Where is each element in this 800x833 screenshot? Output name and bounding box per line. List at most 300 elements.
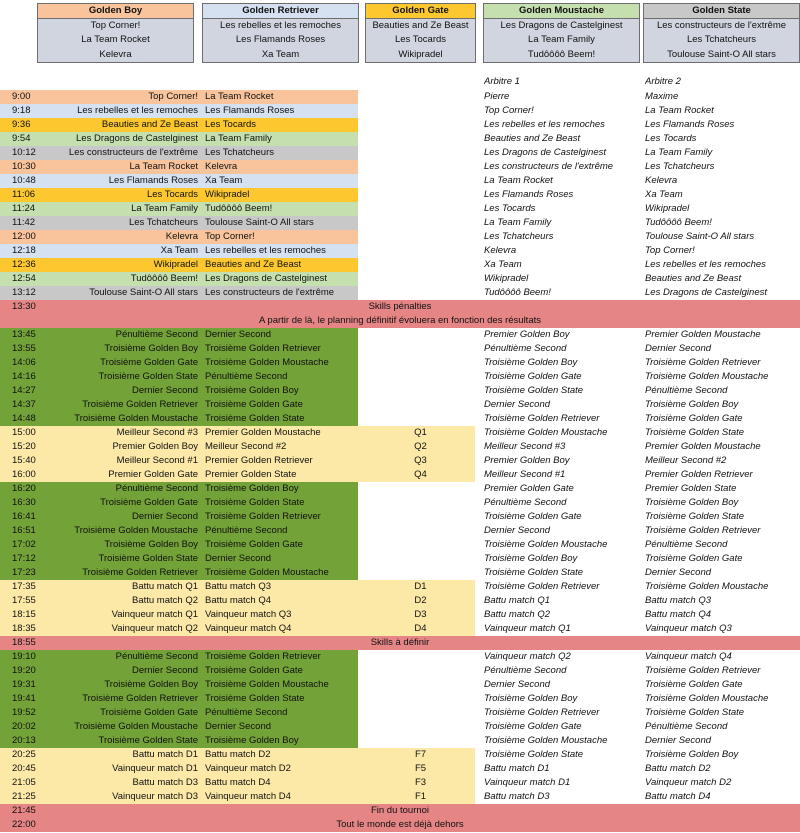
team-a: Troisième Golden Retriever bbox=[82, 693, 198, 704]
referee-2: Troisième Golden Moustache bbox=[645, 371, 769, 382]
pool-title: Golden Gate bbox=[366, 4, 475, 19]
match-time: 15:40 bbox=[12, 455, 36, 466]
match-time: 11:06 bbox=[12, 189, 36, 200]
team-a: Dernier Second bbox=[131, 665, 198, 676]
match-code bbox=[358, 412, 475, 426]
match-row bbox=[0, 426, 800, 440]
team-b: Kelevra bbox=[205, 161, 238, 172]
team-b: Vainqueur match Q4 bbox=[205, 623, 292, 634]
referee-1: Premier Golden Boy bbox=[484, 455, 570, 466]
referee-1: Troisième Golden Boy bbox=[484, 553, 578, 564]
referee-2: La Team Family bbox=[645, 147, 713, 158]
team-a: Troisième Golden State bbox=[98, 371, 198, 382]
referee-1: Top Corner! bbox=[484, 105, 534, 116]
referee-1: Vainqueur match Q1 bbox=[484, 623, 571, 634]
match-time: 12:00 bbox=[12, 231, 36, 242]
match-time: 9:00 bbox=[12, 91, 31, 102]
referee-2: Les Dragons de Castelginest bbox=[645, 287, 767, 298]
team-b: Dernier Second bbox=[205, 721, 272, 732]
match-code bbox=[358, 678, 475, 692]
match-code bbox=[358, 706, 475, 720]
team-a: Battu match D1 bbox=[132, 749, 198, 760]
match-code bbox=[358, 244, 475, 258]
banner-text: Fin du tournoi bbox=[370, 805, 430, 816]
match-code bbox=[358, 524, 475, 538]
team-a: Pénultième Second bbox=[115, 483, 198, 494]
match-code bbox=[358, 552, 475, 566]
pool-team: Beauties and Ze Beast bbox=[366, 19, 475, 33]
referee-1-header: Arbitre 1 bbox=[484, 76, 520, 87]
referee-2-header: Arbitre 2 bbox=[645, 76, 681, 87]
pool-golden-retriever bbox=[202, 3, 359, 63]
team-b: Troisième Golden Boy bbox=[205, 483, 299, 494]
match-code: Q1 bbox=[414, 427, 427, 438]
match-time: 20:13 bbox=[12, 735, 36, 746]
match-code bbox=[358, 370, 475, 384]
team-b: Troisième Golden Retriever bbox=[205, 511, 321, 522]
match-code bbox=[358, 496, 475, 510]
match-time: 20:02 bbox=[12, 721, 36, 732]
referee-1: La Team Family bbox=[484, 217, 552, 228]
referee-1: Wikipradel bbox=[484, 273, 529, 284]
match-row bbox=[0, 734, 800, 748]
match-time: 19:31 bbox=[12, 679, 36, 690]
schedule-banner bbox=[0, 636, 800, 650]
pool-golden-state bbox=[643, 3, 800, 63]
team-b: Premier Golden State bbox=[205, 469, 297, 480]
team-a: Les Dragons de Castelginest bbox=[76, 133, 198, 144]
referee-2: Vainqueur match D2 bbox=[645, 777, 732, 788]
team-b: Les Tchatcheurs bbox=[205, 147, 275, 158]
referee-1: Dernier Second bbox=[484, 679, 551, 690]
match-row bbox=[0, 524, 800, 538]
referee-1: Troisième Golden State bbox=[484, 749, 584, 760]
team-b: Battu match Q4 bbox=[205, 595, 272, 606]
match-time: 16:00 bbox=[12, 469, 36, 480]
schedule-banner bbox=[0, 818, 800, 832]
match-row bbox=[0, 748, 800, 762]
match-time: 19:20 bbox=[12, 665, 36, 676]
banner-time: 13:30 bbox=[12, 301, 36, 312]
match-time: 13:55 bbox=[12, 343, 36, 354]
match-time: 16:51 bbox=[12, 525, 36, 536]
match-row bbox=[0, 132, 800, 146]
match-row bbox=[0, 552, 800, 566]
referee-1: Premier Golden Gate bbox=[484, 483, 574, 494]
referee-1: Kelevra bbox=[484, 245, 517, 256]
match-code bbox=[358, 356, 475, 370]
referee-1: La Team Rocket bbox=[484, 175, 553, 186]
team-a: La Team Family bbox=[131, 203, 198, 214]
match-row bbox=[0, 286, 800, 300]
pool-golden-boy bbox=[37, 3, 194, 63]
team-a: Pénultième Second bbox=[115, 329, 198, 340]
referee-2: Battu match D2 bbox=[645, 763, 711, 774]
match-time: 9:18 bbox=[12, 105, 31, 116]
team-a: Troisième Golden Gate bbox=[100, 707, 198, 718]
team-b: Pénultième Second bbox=[205, 371, 288, 382]
pool-title: Golden State bbox=[644, 4, 799, 19]
match-time: 15:00 bbox=[12, 427, 36, 438]
team-b: Premier Golden Retriever bbox=[205, 455, 313, 466]
match-row bbox=[0, 440, 800, 454]
pool-team: Wikipradel bbox=[366, 48, 475, 62]
team-a: Troisième Golden Moustache bbox=[74, 721, 198, 732]
match-row bbox=[0, 174, 800, 188]
match-code bbox=[358, 720, 475, 734]
banner-text: Tout le monde est déjà dehors bbox=[336, 819, 464, 830]
referee-1: Premier Golden Boy bbox=[484, 329, 570, 340]
match-row bbox=[0, 118, 800, 132]
referee-2: Troisième Golden State bbox=[645, 707, 745, 718]
banner-time: 21:45 bbox=[12, 805, 36, 816]
referee-1: Troisième Golden Gate bbox=[484, 371, 582, 382]
pool-golden-moustache bbox=[483, 3, 640, 63]
team-b: Dernier Second bbox=[205, 329, 272, 340]
match-code bbox=[358, 342, 475, 356]
match-row bbox=[0, 790, 800, 804]
referee-2: Troisième Golden Moustache bbox=[645, 693, 769, 704]
team-b: Tudôôôô Beem! bbox=[205, 203, 273, 214]
team-b: Troisième Golden Gate bbox=[205, 539, 303, 550]
banner-text: Skills à définir bbox=[370, 637, 430, 648]
pool-team: Les Tchatcheurs bbox=[644, 33, 799, 47]
team-a: Vainqueur match Q2 bbox=[111, 623, 198, 634]
match-code bbox=[358, 734, 475, 748]
match-time: 10:48 bbox=[12, 175, 36, 186]
match-row bbox=[0, 776, 800, 790]
team-a: Dernier Second bbox=[131, 385, 198, 396]
match-time: 17:35 bbox=[12, 581, 36, 592]
referee-1: Troisième Golden Moustache bbox=[484, 427, 608, 438]
referee-2: Vainqueur match Q3 bbox=[645, 623, 732, 634]
referee-1: Battu match Q2 bbox=[484, 609, 551, 620]
team-b: Troisième Golden Boy bbox=[205, 385, 299, 396]
team-a: Xa Team bbox=[160, 245, 198, 256]
referee-2: Troisième Golden Boy bbox=[645, 497, 739, 508]
match-row bbox=[0, 398, 800, 412]
match-code: F5 bbox=[414, 763, 427, 774]
team-b: Troisième Golden State bbox=[205, 413, 305, 424]
match-time: 16:20 bbox=[12, 483, 36, 494]
team-a: Troisième Golden Moustache bbox=[74, 525, 198, 536]
match-row bbox=[0, 384, 800, 398]
referee-2: Pénultième Second bbox=[645, 721, 728, 732]
match-time: 14:27 bbox=[12, 385, 36, 396]
team-b: La Team Family bbox=[205, 133, 272, 144]
match-code bbox=[358, 230, 475, 244]
team-a: Battu match Q1 bbox=[131, 581, 198, 592]
match-row bbox=[0, 510, 800, 524]
match-code bbox=[358, 566, 475, 580]
referee-2: Troisième Golden Gate bbox=[645, 413, 743, 424]
referee-2: Wikipradel bbox=[645, 203, 690, 214]
match-time: 16:41 bbox=[12, 511, 36, 522]
match-time: 21:25 bbox=[12, 791, 36, 802]
pool-team: Top Corner! bbox=[38, 19, 193, 33]
team-b: Les constructeurs de l'extrême bbox=[205, 287, 335, 298]
referee-2: Dernier Second bbox=[645, 735, 712, 746]
referee-header-row bbox=[0, 76, 800, 90]
team-a: Vainqueur match Q1 bbox=[111, 609, 198, 620]
team-b: Troisième Golden Retriever bbox=[205, 651, 321, 662]
referee-2: Tudôôôô Beem! bbox=[645, 217, 712, 228]
team-a: Premier Golden Boy bbox=[112, 441, 198, 452]
referee-1: Les rebelles et les remoches bbox=[484, 119, 605, 130]
match-code bbox=[358, 118, 475, 132]
referee-1: Battu match D1 bbox=[484, 763, 550, 774]
referee-1: Les Dragons de Castelginest bbox=[484, 147, 606, 158]
team-b: Top Corner! bbox=[205, 231, 255, 242]
referee-1: Battu match Q1 bbox=[484, 595, 551, 606]
team-b: Les Dragons de Castelginest bbox=[205, 273, 327, 284]
team-b: Dernier Second bbox=[205, 553, 272, 564]
team-a: La Team Rocket bbox=[129, 161, 198, 172]
match-time: 14:16 bbox=[12, 371, 36, 382]
team-b: Pénultième Second bbox=[205, 707, 288, 718]
match-time: 10:12 bbox=[12, 147, 36, 158]
team-b: Troisième Golden State bbox=[205, 497, 305, 508]
referee-1: Troisième Golden Boy bbox=[484, 693, 578, 704]
team-b: Troisième Golden Gate bbox=[205, 399, 303, 410]
referee-2: Troisième Golden Retriever bbox=[645, 525, 761, 536]
referee-1: Troisième Golden Moustache bbox=[484, 539, 608, 550]
team-b: Troisième Golden Retriever bbox=[205, 343, 321, 354]
match-code bbox=[358, 146, 475, 160]
match-row bbox=[0, 202, 800, 216]
match-time: 17:02 bbox=[12, 539, 36, 550]
match-time: 13:12 bbox=[12, 287, 36, 298]
referee-2: Toulouse Saint-O All stars bbox=[645, 231, 755, 242]
team-a: Pénultième Second bbox=[115, 651, 198, 662]
referee-1: Dernier Second bbox=[484, 399, 551, 410]
pool-team: Kelevra bbox=[38, 48, 193, 62]
match-code bbox=[358, 90, 475, 104]
match-row bbox=[0, 720, 800, 734]
pool-team: Tudôôôô Beem! bbox=[484, 48, 639, 62]
team-a: Meilleur Second #1 bbox=[116, 455, 198, 466]
match-row bbox=[0, 272, 800, 286]
team-a: Premier Golden Gate bbox=[108, 469, 198, 480]
referee-1: Les Flamands Roses bbox=[484, 189, 574, 200]
match-row bbox=[0, 622, 800, 636]
team-b: Vainqueur match D2 bbox=[205, 763, 291, 774]
match-row bbox=[0, 482, 800, 496]
referee-1: Troisième Golden Gate bbox=[484, 721, 582, 732]
match-time: 20:25 bbox=[12, 749, 36, 760]
team-a: Battu match D3 bbox=[132, 777, 198, 788]
match-time: 17:12 bbox=[12, 553, 36, 564]
pool-team: La Team Family bbox=[484, 33, 639, 47]
referee-1: Troisième Golden Boy bbox=[484, 357, 578, 368]
team-b: Toulouse Saint-O All stars bbox=[205, 217, 314, 228]
referee-1: Les constructeurs de l'extrême bbox=[484, 161, 614, 172]
team-a: Les constructeurs de l'extrême bbox=[68, 147, 198, 158]
match-time: 20:45 bbox=[12, 763, 36, 774]
referee-2: Troisième Golden Gate bbox=[645, 553, 743, 564]
referee-2: Premier Golden Moustache bbox=[645, 441, 761, 452]
match-code bbox=[358, 692, 475, 706]
referee-1: Dernier Second bbox=[484, 525, 551, 536]
match-time: 16:30 bbox=[12, 497, 36, 508]
team-a: Les rebelles et les remoches bbox=[77, 105, 198, 116]
match-time: 9:36 bbox=[12, 119, 31, 130]
pool-team: Les Dragons de Castelginest bbox=[484, 19, 639, 33]
match-row bbox=[0, 692, 800, 706]
referee-2: Troisième Golden Gate bbox=[645, 679, 743, 690]
team-a: Troisième Golden Moustache bbox=[74, 413, 198, 424]
banner-time: 18:55 bbox=[12, 637, 36, 648]
team-a: Troisième Golden Boy bbox=[104, 679, 198, 690]
team-a: Vainqueur match D1 bbox=[112, 763, 198, 774]
match-code: Q3 bbox=[414, 455, 427, 466]
match-row bbox=[0, 468, 800, 482]
referee-2: Troisième Golden Retriever bbox=[645, 665, 761, 676]
team-a: Les Tchatcheurs bbox=[128, 217, 198, 228]
referee-1: Vainqueur match D1 bbox=[484, 777, 571, 788]
match-time: 10:30 bbox=[12, 161, 36, 172]
referee-2: Troisième Golden Boy bbox=[645, 399, 739, 410]
team-a: Les Flamands Roses bbox=[108, 175, 198, 186]
team-b: Pénultième Second bbox=[205, 525, 288, 536]
team-b: Battu match D4 bbox=[205, 777, 271, 788]
match-row bbox=[0, 160, 800, 174]
team-b: Battu match Q3 bbox=[205, 581, 272, 592]
referee-1: Meilleur Second #1 bbox=[484, 469, 566, 480]
match-time: 18:15 bbox=[12, 609, 36, 620]
match-code bbox=[358, 328, 475, 342]
referee-2: La Team Rocket bbox=[645, 105, 714, 116]
referee-2: Les Tchatcheurs bbox=[645, 161, 715, 172]
match-time: 11:42 bbox=[12, 217, 36, 228]
referee-2: Xa Team bbox=[645, 189, 683, 200]
match-row bbox=[0, 146, 800, 160]
team-b: Troisième Golden Boy bbox=[205, 735, 299, 746]
team-b: Vainqueur match D4 bbox=[205, 791, 291, 802]
referee-2: Battu match Q4 bbox=[645, 609, 712, 620]
team-b: Les rebelles et les remoches bbox=[205, 245, 326, 256]
referee-1: Xa Team bbox=[484, 259, 522, 270]
match-row bbox=[0, 580, 800, 594]
match-code: D2 bbox=[414, 595, 427, 606]
team-b: Troisième Golden Moustache bbox=[205, 357, 329, 368]
team-b: Wikipradel bbox=[205, 189, 250, 200]
match-row bbox=[0, 762, 800, 776]
team-a: Troisième Golden Boy bbox=[104, 539, 198, 550]
team-a: Vainqueur match D3 bbox=[112, 791, 198, 802]
referee-1: Vainqueur match Q2 bbox=[484, 651, 571, 662]
pool-team: Xa Team bbox=[203, 48, 358, 62]
team-b: Troisième Golden Gate bbox=[205, 665, 303, 676]
match-code bbox=[358, 384, 475, 398]
team-a: Troisième Golden State bbox=[98, 735, 198, 746]
match-code bbox=[358, 286, 475, 300]
referee-1: Battu match D3 bbox=[484, 791, 550, 802]
match-code: D4 bbox=[414, 623, 427, 634]
match-row bbox=[0, 608, 800, 622]
match-code bbox=[358, 132, 475, 146]
match-code bbox=[358, 482, 475, 496]
pool-team: Toulouse Saint-O All stars bbox=[644, 48, 799, 62]
team-b: Beauties and Ze Beast bbox=[205, 259, 302, 270]
match-code bbox=[358, 650, 475, 664]
match-time: 12:18 bbox=[12, 245, 36, 256]
referee-2: Troisième Golden State bbox=[645, 511, 745, 522]
match-time: 14:37 bbox=[12, 399, 36, 410]
team-a: Troisième Golden Gate bbox=[100, 497, 198, 508]
match-row bbox=[0, 244, 800, 258]
match-row bbox=[0, 496, 800, 510]
pool-team: Les constructeurs de l'extrême bbox=[644, 19, 799, 33]
match-code: D1 bbox=[414, 581, 427, 592]
banner-time: 22:00 bbox=[12, 819, 36, 830]
referee-1: Pierre bbox=[484, 91, 510, 102]
match-row bbox=[0, 90, 800, 104]
pool-team: Les Flamands Roses bbox=[203, 33, 358, 47]
team-a: Top Corner! bbox=[148, 91, 198, 102]
referee-2: Maxime bbox=[645, 91, 679, 102]
team-b: La Team Rocket bbox=[205, 91, 274, 102]
match-code: D3 bbox=[414, 609, 427, 620]
referee-2: Troisième Golden State bbox=[645, 427, 745, 438]
match-code: F3 bbox=[414, 777, 427, 788]
team-a: Dernier Second bbox=[131, 511, 198, 522]
match-time: 19:52 bbox=[12, 707, 36, 718]
match-row bbox=[0, 258, 800, 272]
match-time: 21:05 bbox=[12, 777, 36, 788]
match-row bbox=[0, 594, 800, 608]
pool-team: Les Tocards bbox=[366, 33, 475, 47]
referee-1: Troisième Golden Retriever bbox=[484, 413, 600, 424]
referee-1: Tudôôôô Beem! bbox=[484, 287, 551, 298]
match-code: F7 bbox=[414, 749, 427, 760]
match-time: 19:41 bbox=[12, 693, 36, 704]
referee-1: Pénultième Second bbox=[484, 343, 567, 354]
referee-2: Meilleur Second #2 bbox=[645, 455, 727, 466]
match-code: Q4 bbox=[414, 469, 427, 480]
pool-team: Les rebelles et les remoches bbox=[203, 19, 358, 33]
referee-2: Troisième Golden Retriever bbox=[645, 357, 761, 368]
referee-1: Beauties and Ze Beast bbox=[484, 133, 581, 144]
pool-golden-gate bbox=[365, 3, 476, 63]
referee-1: Troisième Golden State bbox=[484, 567, 584, 578]
team-b: Meilleur Second #2 bbox=[205, 441, 287, 452]
referee-1: Meilleur Second #3 bbox=[484, 441, 566, 452]
team-b: Troisième Golden State bbox=[205, 693, 305, 704]
team-a: Troisième Golden Retriever bbox=[82, 567, 198, 578]
team-a: Tudôôôô Beem! bbox=[130, 273, 198, 284]
referee-2: Les rebelles et les remoches bbox=[645, 259, 766, 270]
match-time: 17:55 bbox=[12, 595, 36, 606]
match-row bbox=[0, 538, 800, 552]
match-code bbox=[358, 202, 475, 216]
match-time: 14:48 bbox=[12, 413, 36, 424]
referee-2: Pénultième Second bbox=[645, 385, 728, 396]
match-code bbox=[358, 272, 475, 286]
referee-1: Troisième Golden Retriever bbox=[484, 581, 600, 592]
referee-2: Les Flamands Roses bbox=[645, 119, 735, 130]
match-time: 19:10 bbox=[12, 651, 36, 662]
match-time: 13:45 bbox=[12, 329, 36, 340]
referee-2: Dernier Second bbox=[645, 567, 712, 578]
referee-1: Troisième Golden Moustache bbox=[484, 735, 608, 746]
match-code bbox=[358, 188, 475, 202]
referee-2: Premier Golden Moustache bbox=[645, 329, 761, 340]
team-a: Beauties and Ze Beast bbox=[101, 119, 198, 130]
pool-team: La Team Rocket bbox=[38, 33, 193, 47]
referee-2: Battu match Q3 bbox=[645, 595, 712, 606]
match-code: Q2 bbox=[414, 441, 427, 452]
